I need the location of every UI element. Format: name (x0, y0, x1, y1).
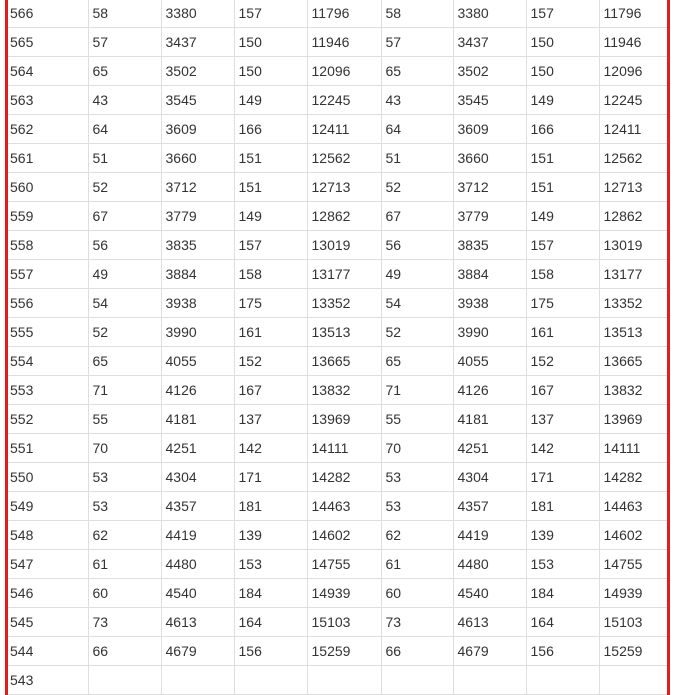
table-cell: 3712 (453, 173, 526, 202)
table-cell: 546 (8, 579, 88, 608)
table-cell: 156 (234, 637, 307, 666)
table-cell: 12562 (307, 144, 381, 173)
table-cell: 61 (381, 550, 453, 579)
table-row (8, 318, 670, 347)
table-cell: 151 (234, 144, 307, 173)
table-cell: 3990 (453, 318, 526, 347)
table-cell: 4613 (161, 608, 234, 637)
table-row (8, 86, 670, 115)
table-cell: 53 (88, 492, 161, 521)
table-row (8, 144, 670, 173)
table-cell: 562 (8, 115, 88, 144)
table-cell: 14111 (599, 434, 670, 463)
table-cell: 181 (234, 492, 307, 521)
table-row (8, 463, 670, 492)
table-cell: 73 (88, 608, 161, 637)
table-row (8, 28, 670, 57)
table-cell: 547 (8, 550, 88, 579)
table-cell: 14463 (599, 492, 670, 521)
table-cell: 11796 (307, 0, 381, 28)
table-cell: 3884 (453, 260, 526, 289)
table-cell: 12096 (599, 57, 670, 86)
table-cell: 181 (526, 492, 599, 521)
table-cell: 12713 (599, 173, 670, 202)
table-cell: 157 (526, 0, 599, 28)
table-cell: 158 (526, 260, 599, 289)
table-cell: 3938 (453, 289, 526, 318)
table-cell: 13352 (599, 289, 670, 318)
table-cell: 13969 (307, 405, 381, 434)
table-cell: 149 (526, 86, 599, 115)
table-cell: 4126 (453, 376, 526, 405)
table-cell: 53 (381, 492, 453, 521)
table-cell: 560 (8, 173, 88, 202)
table-cell: 3609 (161, 115, 234, 144)
table-cell: 13832 (307, 376, 381, 405)
table-cell: 70 (88, 434, 161, 463)
table-cell: 151 (526, 173, 599, 202)
table-cell: 142 (234, 434, 307, 463)
table-cell: 4055 (161, 347, 234, 376)
table-cell: 4357 (161, 492, 234, 521)
table-body (8, 0, 670, 695)
table-cell: 55 (88, 405, 161, 434)
table-row (8, 115, 670, 144)
table-cell: 62 (381, 521, 453, 550)
table-cell: 4251 (453, 434, 526, 463)
table-cell: 53 (381, 463, 453, 492)
table-row (8, 579, 670, 608)
table-cell: 71 (88, 376, 161, 405)
table-cell: 61 (88, 550, 161, 579)
table-cell: 564 (8, 57, 88, 86)
table-cell: 43 (381, 86, 453, 115)
table-cell: 149 (234, 86, 307, 115)
table-cell: 554 (8, 347, 88, 376)
table-cell: 184 (526, 579, 599, 608)
table-cell: 553 (8, 376, 88, 405)
table-cell: 56 (381, 231, 453, 260)
table-cell: 3380 (453, 0, 526, 28)
table-cell: 12411 (599, 115, 670, 144)
table-cell: 53 (88, 463, 161, 492)
table-cell: 3380 (161, 0, 234, 28)
table-cell (307, 666, 381, 695)
table-cell: 543 (8, 666, 88, 695)
table-cell: 49 (88, 260, 161, 289)
table-cell: 12245 (599, 86, 670, 115)
table-cell: 49 (381, 260, 453, 289)
table-cell: 550 (8, 463, 88, 492)
table-cell: 64 (381, 115, 453, 144)
table-cell: 139 (234, 521, 307, 550)
table-cell: 4613 (453, 608, 526, 637)
table-cell: 14282 (307, 463, 381, 492)
table-row (8, 260, 670, 289)
table-cell: 153 (526, 550, 599, 579)
table-row (8, 231, 670, 260)
table-cell: 4304 (453, 463, 526, 492)
table-cell: 150 (234, 57, 307, 86)
table-cell: 4304 (161, 463, 234, 492)
table-cell: 13969 (599, 405, 670, 434)
table-cell: 57 (381, 28, 453, 57)
table-cell: 51 (381, 144, 453, 173)
table-row (8, 608, 670, 637)
table-row (8, 376, 670, 405)
table-cell: 66 (381, 637, 453, 666)
table-cell: 70 (381, 434, 453, 463)
table-cell: 55 (381, 405, 453, 434)
table-cell: 137 (526, 405, 599, 434)
table-cell: 184 (234, 579, 307, 608)
table-cell: 157 (234, 0, 307, 28)
table-cell: 3609 (453, 115, 526, 144)
table-cell: 13019 (307, 231, 381, 260)
table-cell: 559 (8, 202, 88, 231)
table-cell: 12096 (307, 57, 381, 86)
table-cell: 4357 (453, 492, 526, 521)
table-cell: 545 (8, 608, 88, 637)
table-cell (381, 666, 453, 695)
table-cell: 3990 (161, 318, 234, 347)
table-cell: 56 (88, 231, 161, 260)
table-cell: 565 (8, 28, 88, 57)
table-cell: 150 (526, 28, 599, 57)
table-cell: 563 (8, 86, 88, 115)
table-cell: 13513 (599, 318, 670, 347)
table-cell: 13177 (599, 260, 670, 289)
table-cell: 15259 (307, 637, 381, 666)
table-cell: 11796 (599, 0, 670, 28)
table-cell: 157 (234, 231, 307, 260)
table-row (8, 347, 670, 376)
table-cell: 4251 (161, 434, 234, 463)
table-cell: 14282 (599, 463, 670, 492)
table-cell: 3545 (453, 86, 526, 115)
table-cell: 52 (88, 318, 161, 347)
table-cell: 171 (526, 463, 599, 492)
table-cell: 12862 (307, 202, 381, 231)
table-cell: 552 (8, 405, 88, 434)
table-cell: 150 (234, 28, 307, 57)
table-cell: 65 (88, 347, 161, 376)
table-cell: 167 (526, 376, 599, 405)
table-cell: 14111 (307, 434, 381, 463)
table-cell: 555 (8, 318, 88, 347)
table-cell: 156 (526, 637, 599, 666)
table-row (8, 0, 670, 28)
table-cell: 52 (88, 173, 161, 202)
table-cell: 66 (88, 637, 161, 666)
table-cell: 4540 (453, 579, 526, 608)
table-cell (88, 666, 161, 695)
table-cell: 561 (8, 144, 88, 173)
table-cell: 15259 (599, 637, 670, 666)
table-cell: 65 (88, 57, 161, 86)
table-cell: 13177 (307, 260, 381, 289)
table-cell: 3660 (453, 144, 526, 173)
table-row (8, 173, 670, 202)
table-cell: 556 (8, 289, 88, 318)
table-cell: 58 (381, 0, 453, 28)
table-cell: 14463 (307, 492, 381, 521)
table-row (8, 289, 670, 318)
table-row (8, 202, 670, 231)
table-cell: 15103 (599, 608, 670, 637)
table-cell: 164 (234, 608, 307, 637)
table-row (8, 637, 670, 666)
table-cell: 175 (234, 289, 307, 318)
table-cell: 14602 (599, 521, 670, 550)
table-cell (234, 666, 307, 695)
table-cell: 3502 (161, 57, 234, 86)
table-cell: 60 (88, 579, 161, 608)
table-cell: 544 (8, 637, 88, 666)
table-cell: 167 (234, 376, 307, 405)
table-cell: 4679 (453, 637, 526, 666)
table-cell: 4419 (453, 521, 526, 550)
table-cell: 4181 (453, 405, 526, 434)
table-cell: 13665 (307, 347, 381, 376)
table-cell: 60 (381, 579, 453, 608)
table-cell: 3660 (161, 144, 234, 173)
table-cell: 4540 (161, 579, 234, 608)
table-cell: 12862 (599, 202, 670, 231)
table-cell: 52 (381, 173, 453, 202)
table-cell: 166 (526, 115, 599, 144)
table-cell: 3502 (453, 57, 526, 86)
table-cell: 139 (526, 521, 599, 550)
table-cell: 64 (88, 115, 161, 144)
table-cell: 3437 (453, 28, 526, 57)
table-cell: 65 (381, 347, 453, 376)
table-cell: 12562 (599, 144, 670, 173)
table-cell: 4419 (161, 521, 234, 550)
table-cell: 14939 (599, 579, 670, 608)
table-cell: 11946 (599, 28, 670, 57)
table-cell: 43 (88, 86, 161, 115)
table-cell: 151 (526, 144, 599, 173)
table-cell: 152 (234, 347, 307, 376)
table-cell: 3712 (161, 173, 234, 202)
table-cell: 4181 (161, 405, 234, 434)
table-cell: 3835 (453, 231, 526, 260)
table-cell: 549 (8, 492, 88, 521)
table-cell: 153 (234, 550, 307, 579)
table-cell: 557 (8, 260, 88, 289)
table-cell: 137 (234, 405, 307, 434)
table-row (8, 666, 670, 695)
table-cell: 54 (381, 289, 453, 318)
table-cell: 551 (8, 434, 88, 463)
table-cell (526, 666, 599, 695)
table-cell (161, 666, 234, 695)
table-cell: 150 (526, 57, 599, 86)
table-cell: 3884 (161, 260, 234, 289)
table-cell: 13513 (307, 318, 381, 347)
table-cell: 171 (234, 463, 307, 492)
table-cell: 3437 (161, 28, 234, 57)
table-cell: 13665 (599, 347, 670, 376)
table-cell: 566 (8, 0, 88, 28)
table-cell: 65 (381, 57, 453, 86)
table-cell: 58 (88, 0, 161, 28)
table-cell: 13352 (307, 289, 381, 318)
table-cell (599, 666, 670, 695)
table-cell: 54 (88, 289, 161, 318)
table-cell: 4480 (453, 550, 526, 579)
data-table (8, 0, 670, 695)
table-cell: 3835 (161, 231, 234, 260)
table-cell: 149 (526, 202, 599, 231)
table-cell: 11946 (307, 28, 381, 57)
table-cell: 73 (381, 608, 453, 637)
table-cell: 3545 (161, 86, 234, 115)
table-cell: 166 (234, 115, 307, 144)
table-cell: 558 (8, 231, 88, 260)
table-cell: 4055 (453, 347, 526, 376)
table-cell: 52 (381, 318, 453, 347)
table-row (8, 550, 670, 579)
table-cell: 57 (88, 28, 161, 57)
table-row (8, 492, 670, 521)
table-cell: 548 (8, 521, 88, 550)
table-cell: 161 (234, 318, 307, 347)
table-cell: 4480 (161, 550, 234, 579)
table-cell: 12411 (307, 115, 381, 144)
table-cell: 15103 (307, 608, 381, 637)
table-cell (453, 666, 526, 695)
table-cell: 152 (526, 347, 599, 376)
table-row (8, 434, 670, 463)
table-cell: 4679 (161, 637, 234, 666)
table-cell: 13019 (599, 231, 670, 260)
table-cell: 13832 (599, 376, 670, 405)
table-cell: 161 (526, 318, 599, 347)
table-cell: 4126 (161, 376, 234, 405)
table-cell: 14939 (307, 579, 381, 608)
table-cell: 3938 (161, 289, 234, 318)
table-cell: 151 (234, 173, 307, 202)
table-row (8, 57, 670, 86)
table-cell: 3779 (453, 202, 526, 231)
table-cell: 14602 (307, 521, 381, 550)
table-cell: 62 (88, 521, 161, 550)
table-row (8, 405, 670, 434)
table-cell: 14755 (307, 550, 381, 579)
table-cell: 67 (381, 202, 453, 231)
table-cell: 67 (88, 202, 161, 231)
table-cell: 12245 (307, 86, 381, 115)
table-cell: 12713 (307, 173, 381, 202)
table-cell: 3779 (161, 202, 234, 231)
table-cell: 14755 (599, 550, 670, 579)
table-cell: 71 (381, 376, 453, 405)
table-cell: 164 (526, 608, 599, 637)
table-cell: 157 (526, 231, 599, 260)
table-cell: 149 (234, 202, 307, 231)
table-cell: 51 (88, 144, 161, 173)
data-table-panel (5, 0, 670, 695)
table-row (8, 521, 670, 550)
table-cell: 158 (234, 260, 307, 289)
table-cell: 142 (526, 434, 599, 463)
table-cell: 175 (526, 289, 599, 318)
